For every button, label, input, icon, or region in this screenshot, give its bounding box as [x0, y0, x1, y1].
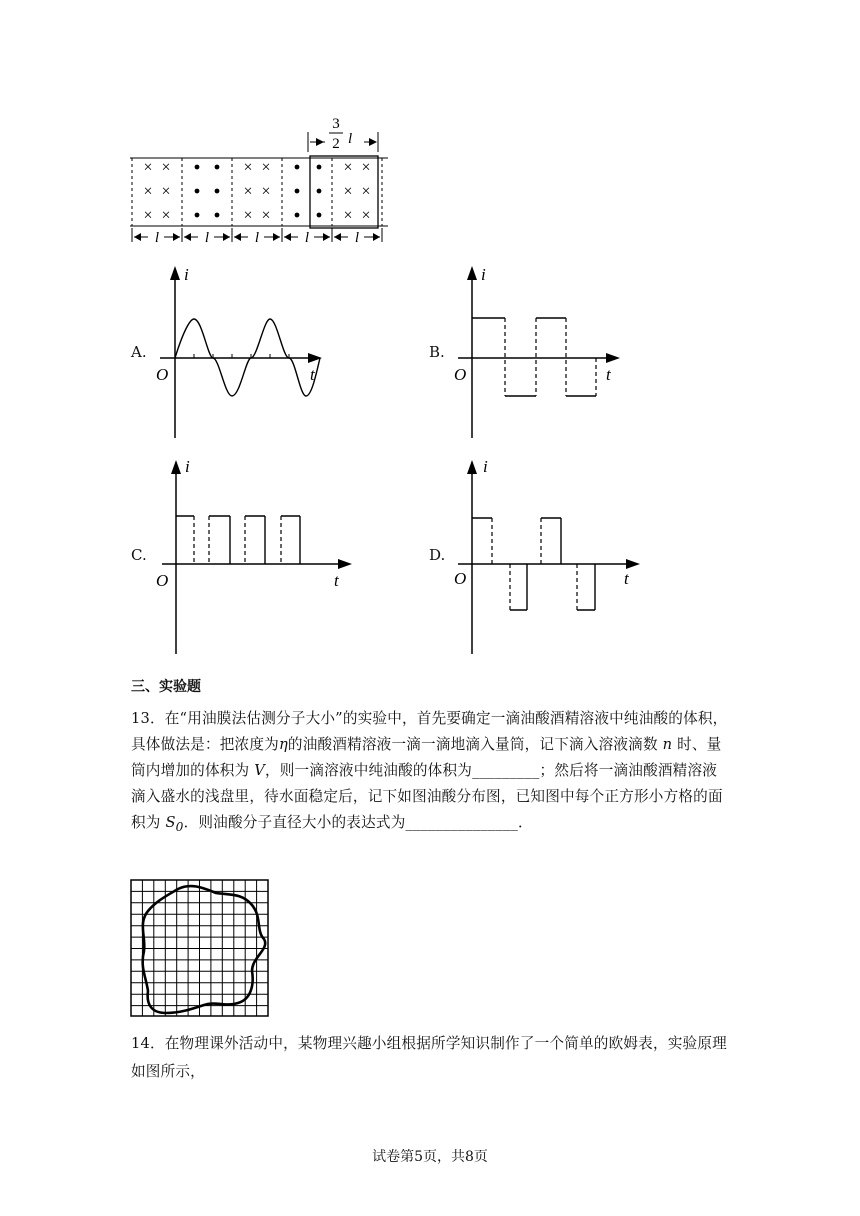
- eta-symbol: η: [278, 736, 288, 753]
- field-out-mark: ×: [143, 159, 153, 176]
- top-dim-variable: l: [348, 131, 353, 147]
- q13-line-4: 滴入盛水的浅盘里，待水面稳定后，记下如图油酸分布图，已知图中每个正方形小方格的面: [131, 788, 723, 805]
- magnetic-field-figure: [126, 112, 396, 248]
- question-14: [131, 1030, 751, 1086]
- q13-line-3: [131, 758, 751, 784]
- q14-number: 14．: [131, 1035, 165, 1052]
- field-out-mark: ×: [261, 207, 271, 224]
- option-b-origin: O: [454, 365, 467, 384]
- q14-line-1: [131, 1030, 751, 1058]
- q13-text-3b: ，则一滴溶液中纯油酸的体积为_________；然后将一滴油酸酒精溶液: [264, 762, 718, 779]
- option-c-y-axis-label: i: [185, 457, 190, 476]
- segment-length-label: l: [204, 230, 210, 246]
- field-out-mark: ×: [343, 159, 353, 176]
- q13-text-3a: 筒内增加的体积为: [131, 762, 250, 779]
- field-out-mark: ×: [261, 159, 271, 176]
- option-a-label: A.: [131, 343, 147, 361]
- option-a-origin: O: [156, 365, 169, 384]
- segment-length-label: l: [254, 230, 260, 246]
- segment-length-label: l: [304, 230, 310, 246]
- q13-text-2a: 具体做法是：把浓度为: [131, 736, 279, 753]
- option-d-origin: O: [454, 569, 467, 588]
- top-dim-denominator: 2: [332, 136, 340, 152]
- field-out-mark: ×: [161, 207, 171, 224]
- page-footer: 试卷第5页，共8页: [372, 1149, 488, 1165]
- field-out-mark: ×: [143, 183, 153, 200]
- field-out-mark: ×: [161, 183, 171, 200]
- field-out-mark: ×: [361, 159, 371, 176]
- field-out-mark: ×: [361, 183, 371, 200]
- q13-text-5a: 积为: [131, 814, 161, 831]
- option-d-graph: [448, 456, 648, 656]
- option-c-label: C.: [131, 546, 147, 564]
- segment-length-label: l: [354, 230, 360, 246]
- option-d-x-axis-label: t: [624, 569, 629, 588]
- option-b-y-axis-label: i: [481, 265, 486, 284]
- option-a-x-axis-label: t: [310, 365, 315, 384]
- q13-number: 13．: [131, 710, 165, 727]
- q14-text-1: 在物理课外活动中，某物理兴趣小组根据所学知识制作了一个简单的欧姆表，实验原理: [164, 1035, 727, 1052]
- n-symbol: n: [662, 736, 673, 753]
- v-symbol: V: [254, 762, 265, 779]
- field-out-mark: ×: [243, 159, 253, 176]
- field-out-mark: ×: [343, 207, 353, 224]
- q13-line-1: [131, 706, 751, 732]
- option-d-label: D.: [429, 546, 446, 564]
- q13-text-1: 在“用油膜法估测分子大小”的实验中，首先要确定一滴油酸酒精溶液中纯油酸的体积，: [164, 710, 728, 727]
- q14-line-2: 如图所示，: [131, 1063, 205, 1080]
- field-out-mark: ×: [243, 207, 253, 224]
- top-dim-numerator: 3: [332, 116, 340, 132]
- oil-film-grid: [130, 879, 270, 1019]
- q13-text-2c: 时、量: [677, 736, 722, 753]
- option-b-graph: [448, 262, 628, 442]
- field-out-mark: ×: [361, 207, 371, 224]
- option-d-y-axis-label: i: [483, 457, 488, 476]
- section-title: 三、实验题: [131, 679, 201, 695]
- option-b-x-axis-label: t: [606, 365, 611, 384]
- option-a-graph: [150, 262, 330, 442]
- option-b-label: B.: [429, 343, 445, 361]
- field-out-mark: ×: [243, 183, 253, 200]
- field-out-mark: ×: [261, 183, 271, 200]
- q13-line-5: [131, 810, 751, 840]
- s-subscript: 0: [175, 819, 184, 834]
- option-c-origin: O: [156, 571, 169, 590]
- field-out-mark: ×: [143, 207, 153, 224]
- s-symbol: S: [165, 814, 176, 831]
- field-out-mark: ×: [161, 159, 171, 176]
- field-out-mark: ×: [343, 183, 353, 200]
- question-13: [131, 706, 751, 840]
- segment-length-label: l: [154, 230, 160, 246]
- q13-text-5b: ．则油酸分子直径大小的表达式为_______________．: [183, 814, 533, 831]
- option-c-x-axis-label: t: [334, 571, 339, 590]
- option-c-graph: [150, 456, 360, 656]
- option-a-y-axis-label: i: [184, 265, 189, 284]
- q13-text-2b: 的油酸酒精溶液一滴一滴地滴入量筒，记下滴入溶液滴数: [287, 736, 658, 753]
- q13-line-2: [131, 732, 751, 758]
